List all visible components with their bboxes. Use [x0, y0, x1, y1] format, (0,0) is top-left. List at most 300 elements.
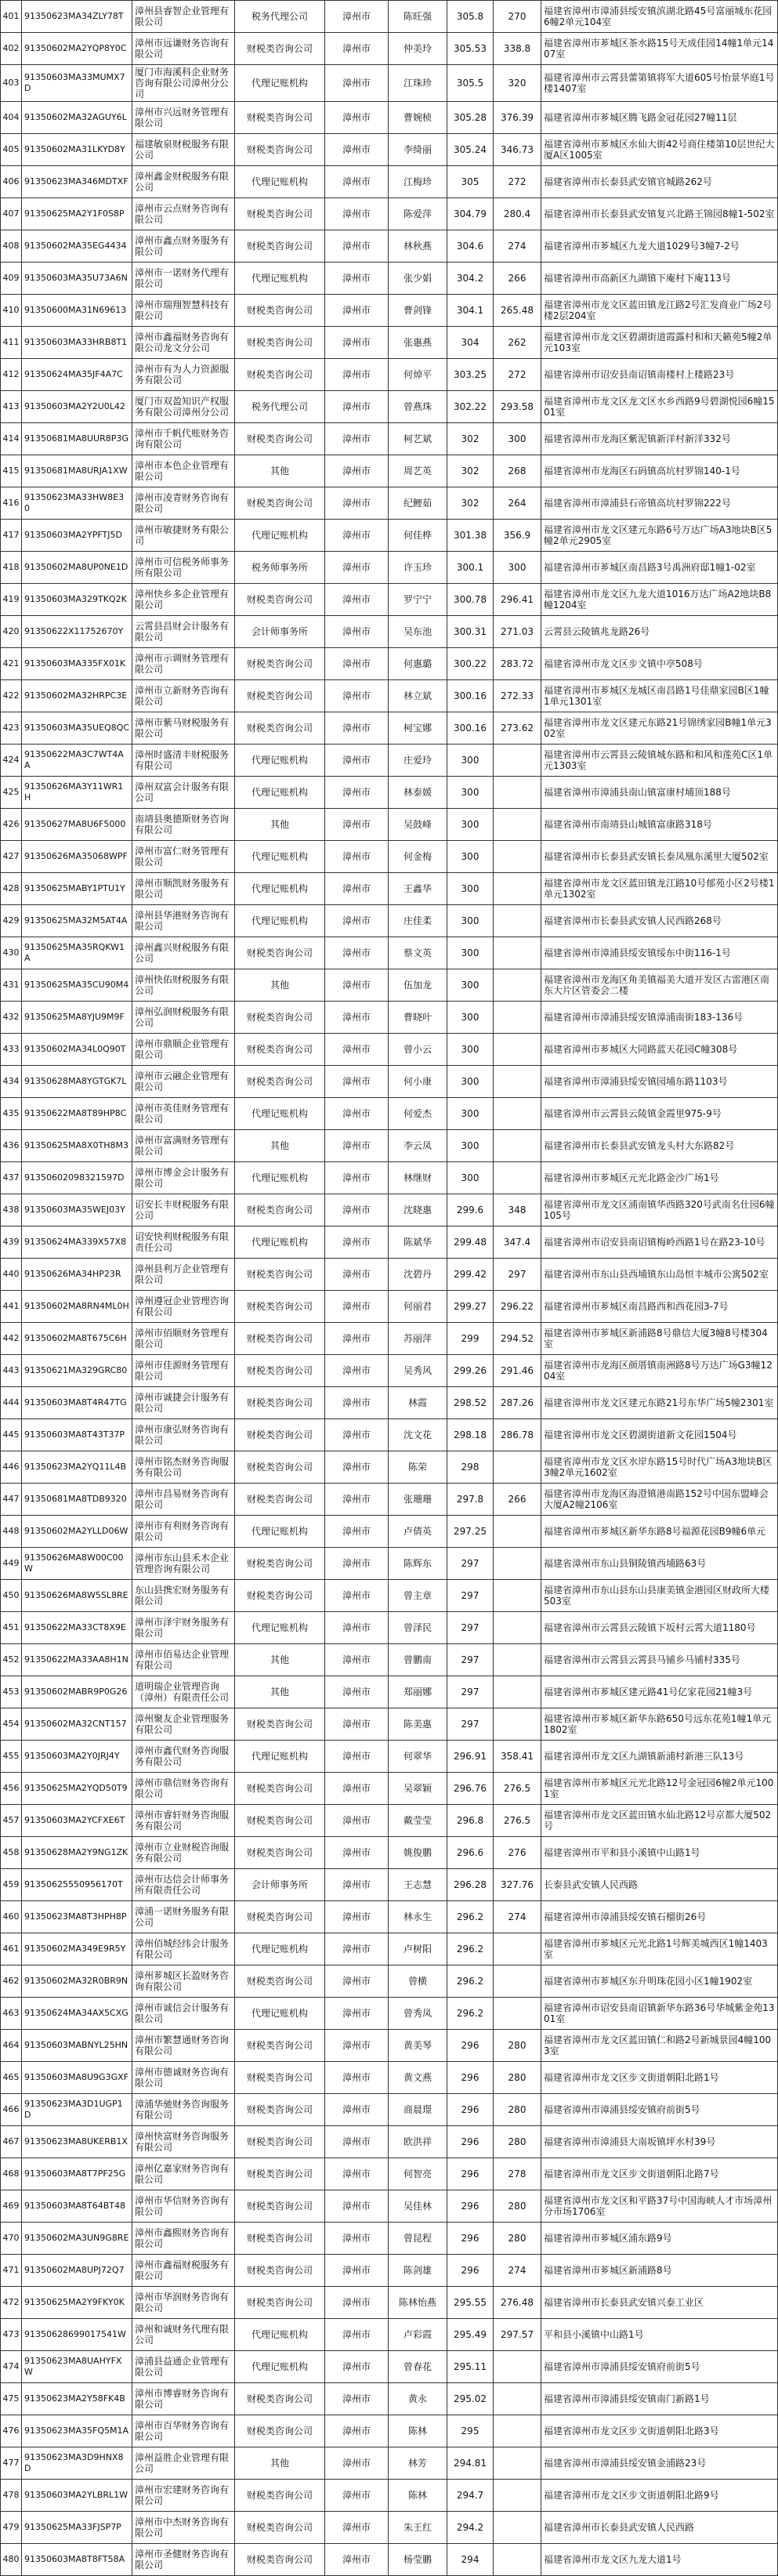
- city-cell: 漳州市: [325, 648, 389, 680]
- score-a-cell: 299.6: [447, 1194, 494, 1226]
- city-cell: 漳州市: [325, 1580, 389, 1612]
- row-index-cell: 447: [1, 1484, 22, 1516]
- score-a-cell: 300: [447, 873, 494, 905]
- score-b-cell: [494, 2480, 541, 2512]
- contact-name-cell: 蔡文英: [389, 937, 447, 969]
- row-index-cell: 461: [1, 1933, 22, 1966]
- city-cell: 漳州市: [325, 777, 389, 809]
- table-row: [1, 905, 778, 937]
- address-cell: 福建省漳州市龙文区碧湖街道新文花园1504号: [541, 1419, 778, 1451]
- row-index-cell: 459: [1, 1869, 22, 1901]
- company-type-cell: 代理记账机构: [235, 1162, 325, 1194]
- company-name-cell: 漳浦华驰财务咨询服务有限公司: [132, 2094, 235, 2126]
- score-a-cell: 300: [447, 1002, 494, 1034]
- contact-name-cell: 曾小云: [389, 1034, 447, 1066]
- score-b-cell: [494, 1708, 541, 1741]
- credit-code-cell: 91350603MABNYL25HN: [22, 2030, 132, 2062]
- company-type-cell: 税务代理公司: [235, 1, 325, 33]
- score-b-cell: [494, 1548, 541, 1580]
- city-cell: 漳州市: [325, 295, 389, 327]
- score-b-cell: 273.62: [494, 712, 541, 745]
- address-cell: 福建省漳州市芗城区新华东路8号福源花园B9幢6单元: [541, 1516, 778, 1548]
- credit-code-cell: 91350603MA8T7PF25G: [22, 2158, 132, 2190]
- score-b-cell: 283.72: [494, 648, 541, 680]
- company-type-cell: 财税类咨询公司: [235, 1805, 325, 1837]
- city-cell: 漳州市: [325, 1323, 389, 1355]
- score-a-cell: 302: [447, 423, 494, 455]
- address-cell: 福建省漳州市芗城区元光北路12号金冠园6幢2单元1001室: [541, 1773, 778, 1805]
- company-type-cell: 财税类咨询公司: [235, 359, 325, 391]
- city-cell: 漳州市: [325, 1066, 389, 1098]
- company-type-cell: 其他: [235, 1676, 325, 1708]
- company-name-cell: 漳州市博金会计服务有限公司: [132, 1162, 235, 1194]
- contact-name-cell: 沈碧丹: [389, 1259, 447, 1291]
- table-row: [1, 1419, 778, 1451]
- score-a-cell: 296: [447, 2158, 494, 2190]
- company-type-cell: 代理记账机构: [235, 1226, 325, 1259]
- credit-code-cell: 91350603MA329TKQ2K: [22, 584, 132, 616]
- city-cell: 漳州市: [325, 616, 389, 648]
- city-cell: 漳州市: [325, 2415, 389, 2447]
- score-b-cell: 348: [494, 1194, 541, 1226]
- city-cell: 漳州市: [325, 1194, 389, 1226]
- table-row: [1, 873, 778, 905]
- contact-name-cell: 曾秀凤: [389, 1998, 447, 2030]
- credit-code-cell: 91350622X11752670Y: [22, 616, 132, 648]
- company-name-cell: 漳州市德诚财务咨询有限公司: [132, 2062, 235, 2094]
- score-b-cell: 291.46: [494, 1355, 541, 1387]
- company-type-cell: 财税类咨询公司: [235, 295, 325, 327]
- score-a-cell: 295.02: [447, 2383, 494, 2415]
- credit-code-cell: 91350626MA8W00C00W: [22, 1548, 132, 1580]
- address-cell: 福建省漳州市龙文区九龙大道1号: [541, 2544, 778, 2576]
- contact-name-cell: 李绮丽: [389, 134, 447, 166]
- address-cell: 福建省漳州市长泰县武安镇长泰凤凰东溪里大厦502室: [541, 841, 778, 873]
- city-cell: 漳州市: [325, 1002, 389, 1034]
- company-name-cell: 漳州芗城区长盈财务咨询有限公司: [132, 1966, 235, 1998]
- company-type-cell: 财税类咨询公司: [235, 1580, 325, 1612]
- row-index-cell: 429: [1, 905, 22, 937]
- score-b-cell: 274: [494, 230, 541, 263]
- score-b-cell: [494, 905, 541, 937]
- score-b-cell: 268: [494, 455, 541, 487]
- company-type-cell: 财税类咨询公司: [235, 712, 325, 745]
- company-name-cell: 漳州市鑫福财税服务有限公司: [132, 2255, 235, 2287]
- score-a-cell: 300: [447, 937, 494, 969]
- row-index-cell: 455: [1, 1741, 22, 1773]
- contact-name-cell: 沈晓惠: [389, 1194, 447, 1226]
- score-b-cell: 276: [494, 1837, 541, 1869]
- score-a-cell: 296.76: [447, 1773, 494, 1805]
- row-index-cell: 451: [1, 1612, 22, 1644]
- row-index-cell: 414: [1, 423, 22, 455]
- city-cell: 漳州市: [325, 391, 389, 423]
- city-cell: 漳州市: [325, 1773, 389, 1805]
- row-index-cell: 434: [1, 1066, 22, 1098]
- address-cell: 福建省漳州市云霄县云霄县马铺乡马铺村335号: [541, 1644, 778, 1676]
- company-type-cell: 代理记账机构: [235, 905, 325, 937]
- company-name-cell: 漳州市博睿财务咨询有限公司: [132, 2383, 235, 2415]
- credit-code-cell: 91350602MA32AGUY6L: [22, 102, 132, 134]
- contact-name-cell: 苏丽萍: [389, 1323, 447, 1355]
- row-index-cell: 412: [1, 359, 22, 391]
- score-a-cell: 296: [447, 2223, 494, 2255]
- score-a-cell: 300: [447, 777, 494, 809]
- company-name-cell: 漳州市敏捷财务有限公司: [132, 520, 235, 552]
- table-row: [1, 2126, 778, 2158]
- table-row: [1, 2319, 778, 2351]
- city-cell: 漳州市: [325, 1259, 389, 1291]
- company-name-cell: 漳州市中杰财务咨询有限公司: [132, 2512, 235, 2544]
- company-name-cell: 漳州县利万企业管理有限公司: [132, 1259, 235, 1291]
- company-name-cell: 漳州益胜企业管理有限公司: [132, 2447, 235, 2480]
- address-cell: 长泰县武安镇人民西路: [541, 1869, 778, 1901]
- address-cell: 福建省漳州市漳浦县绥安镇石榴街26号: [541, 1901, 778, 1933]
- company-type-cell: 会计师事务所: [235, 616, 325, 648]
- row-index-cell: 446: [1, 1451, 22, 1484]
- score-a-cell: 305.24: [447, 134, 494, 166]
- address-cell: 福建省漳州市云霄县云陵镇金霞里975-9号: [541, 1098, 778, 1130]
- credit-code-cell: 91350603MA8T64BT48: [22, 2190, 132, 2223]
- city-cell: 漳州市: [325, 2480, 389, 2512]
- address-cell: 福建省漳州市龙文区蓝田镇龙江路2号汇发商业广场2号楼2层204室: [541, 295, 778, 327]
- table-row: [1, 1548, 778, 1580]
- contact-name-cell: 庄佳柔: [389, 905, 447, 937]
- contact-name-cell: 陈爱萍: [389, 198, 447, 230]
- credit-code-cell: 91350602MA2YQP8Y0C: [22, 33, 132, 65]
- company-name-cell: 漳州市有利财务咨询有限公司: [132, 1516, 235, 1548]
- address-cell: 福建省漳州市漳浦县绥安镇园埔东路1103号: [541, 1066, 778, 1098]
- company-type-cell: 财税类咨询公司: [235, 2512, 325, 2544]
- score-b-cell: 296.41: [494, 584, 541, 616]
- company-name-cell: 漳州市云融企业管理有限公司: [132, 1066, 235, 1098]
- address-cell: 福建省漳州市芗城区新浦路8号: [541, 2255, 778, 2287]
- row-index-cell: 469: [1, 2190, 22, 2223]
- address-cell: 福建省漳州市漳浦县绥安镇滨湖北路45号富丽城东花园6幢2单元104室: [541, 1, 778, 33]
- company-name-cell: 南靖县奥德斯财务咨询有限公司: [132, 809, 235, 841]
- city-cell: 漳州市: [325, 2544, 389, 2576]
- table-row: [1, 1708, 778, 1741]
- address-cell: 福建省漳州市芗城区九龙大道1029号3幢7-2号: [541, 230, 778, 263]
- table-row: [1, 2512, 778, 2544]
- contact-name-cell: 江梅珍: [389, 166, 447, 198]
- city-cell: 漳州市: [325, 2319, 389, 2351]
- score-a-cell: 301.38: [447, 520, 494, 552]
- score-b-cell: 280: [494, 2190, 541, 2223]
- city-cell: 漳州市: [325, 969, 389, 1002]
- table-row: [1, 1226, 778, 1259]
- contact-name-cell: 庄爱玲: [389, 745, 447, 777]
- credit-code-cell: 91350603MA335FX01K: [22, 648, 132, 680]
- table-row: [1, 33, 778, 65]
- contact-name-cell: 陈斌华: [389, 1226, 447, 1259]
- score-b-cell: [494, 1516, 541, 1548]
- address-cell: 福建省漳州市长泰县武安镇人民西路268号: [541, 905, 778, 937]
- city-cell: 漳州市: [325, 905, 389, 937]
- score-b-cell: 272.33: [494, 680, 541, 712]
- credit-code-cell: 91350602MA31LKYD8Y: [22, 134, 132, 166]
- contact-name-cell: 曹婉桢: [389, 102, 447, 134]
- table-row: [1, 134, 778, 166]
- contact-name-cell: 林泰媛: [389, 777, 447, 809]
- company-type-cell: 财税类咨询公司: [235, 1002, 325, 1034]
- score-a-cell: 296: [447, 2030, 494, 2062]
- company-name-cell: 漳州快佑财税服务有限公司: [132, 969, 235, 1002]
- contact-name-cell: 曹剑锋: [389, 295, 447, 327]
- address-cell: 福建省漳州市长泰县武安镇官城路262号: [541, 166, 778, 198]
- row-index-cell: 420: [1, 616, 22, 648]
- credit-code-cell: 91350625MA8YJU9M9F: [22, 1002, 132, 1034]
- table-row: [1, 2062, 778, 2094]
- table-row: [1, 2480, 778, 2512]
- credit-code-cell: 91350602MA32R0BR9N: [22, 1966, 132, 1998]
- row-index-cell: 435: [1, 1098, 22, 1130]
- city-cell: 漳州市: [325, 1998, 389, 2030]
- row-index-cell: 478: [1, 2480, 22, 2512]
- table-row: [1, 2223, 778, 2255]
- address-cell: 福建省漳州市芗城区元光北路1号辉美城西区1幢1403室: [541, 1933, 778, 1966]
- score-a-cell: 299.42: [447, 1259, 494, 1291]
- address-cell: 福建省漳州市龙海区石码镇高坑村罗锦140-1号: [541, 455, 778, 487]
- city-cell: 漳州市: [325, 1098, 389, 1130]
- company-type-cell: 财税类咨询公司: [235, 1259, 325, 1291]
- company-name-cell: 漳州市瑞翔智慧科技有限公司: [132, 295, 235, 327]
- score-b-cell: 262: [494, 327, 541, 359]
- score-a-cell: 300: [447, 1066, 494, 1098]
- credit-code-cell: 91350625MA35CU90M4: [22, 969, 132, 1002]
- contact-name-cell: 曹晓叶: [389, 1002, 447, 1034]
- row-index-cell: 436: [1, 1130, 22, 1162]
- score-a-cell: 295.11: [447, 2351, 494, 2383]
- address-cell: 福建省漳州市芗城区南昌路西和西花园3-7号: [541, 1291, 778, 1323]
- address-cell: 福建省漳州市龙文区蓝田镇龙江路10号郁苑小区2号楼1单元1302室: [541, 873, 778, 905]
- contact-name-cell: 许玉珍: [389, 552, 447, 584]
- credit-code-cell: 91350622MA33AA8H1N: [22, 1644, 132, 1676]
- city-cell: 漳州市: [325, 1, 389, 33]
- credit-code-cell: 91350623MA346MDTXF: [22, 166, 132, 198]
- score-a-cell: 297: [447, 1676, 494, 1708]
- score-a-cell: 300: [447, 905, 494, 937]
- address-cell: 福建省漳州市龙文区建元东路21号锦绣家园B幢1单元302室: [541, 712, 778, 745]
- contact-name-cell: 仲美玲: [389, 33, 447, 65]
- company-type-cell: 代理记账机构: [235, 1098, 325, 1130]
- row-index-cell: 452: [1, 1644, 22, 1676]
- credit-code-cell: 91350623MA3D1UGP1D: [22, 2094, 132, 2126]
- score-a-cell: 296.2: [447, 1933, 494, 1966]
- score-a-cell: 305.5: [447, 65, 494, 102]
- table-row: [1, 423, 778, 455]
- score-a-cell: 302.22: [447, 391, 494, 423]
- company-type-cell: 财税类咨询公司: [235, 1837, 325, 1869]
- table-row: [1, 937, 778, 969]
- city-cell: 漳州市: [325, 263, 389, 295]
- score-a-cell: 296.2: [447, 1901, 494, 1933]
- address-cell: 福建省漳州市龙文区蓝田镇水仙北路12号京都大厦502号: [541, 1805, 778, 1837]
- company-name-cell: 漳州市立业财税咨询服务有限公司: [132, 1837, 235, 1869]
- credit-code-cell: 91350621MA329GRC80: [22, 1355, 132, 1387]
- address-cell: 福建省漳州市东山县西埔镇东山岛恒丰城市公寓502室: [541, 1259, 778, 1291]
- table-row: [1, 1966, 778, 1998]
- address-cell: 福建省漳州市龙文区建元东路6号万达广场A3地块B区5幢2单元2905室: [541, 520, 778, 552]
- row-index-cell: 475: [1, 2383, 22, 2415]
- score-b-cell: 274: [494, 1901, 541, 1933]
- table-row: [1, 2415, 778, 2447]
- credit-code-cell: 91350681MA8URJA1XW: [22, 455, 132, 487]
- contact-name-cell: 伍加龙: [389, 969, 447, 1002]
- city-cell: 漳州市: [325, 166, 389, 198]
- score-a-cell: 296.6: [447, 1837, 494, 1869]
- contact-name-cell: 陈辉东: [389, 1548, 447, 1580]
- company-name-cell: 漳州市鑫熙财务咨询有限公司: [132, 2223, 235, 2255]
- table-row: [1, 1612, 778, 1644]
- credit-code-cell: 91350681MA8TDB9320: [22, 1484, 132, 1516]
- company-type-cell: 财税类咨询公司: [235, 1773, 325, 1805]
- company-name-cell: 诏安快利财税服务有限责任公司: [132, 1226, 235, 1259]
- table-row: [1, 1194, 778, 1226]
- address-cell: 福建省漳州市长泰县武安镇人民西路: [541, 2512, 778, 2544]
- company-type-cell: 财税类咨询公司: [235, 33, 325, 65]
- address-cell: 福建省漳州市长泰县武安镇复兴北路王锦园8幢1-502室: [541, 198, 778, 230]
- address-cell: 福建省漳州市芗城区茶水路15号天成佳园14幢1单元1407室: [541, 33, 778, 65]
- company-type-cell: 财税类咨询公司: [235, 2480, 325, 2512]
- score-b-cell: 266: [494, 1484, 541, 1516]
- city-cell: 漳州市: [325, 1741, 389, 1773]
- contact-name-cell: 黄永: [389, 2383, 447, 2415]
- company-name-cell: 漳州鑫金财税服务有限公司: [132, 166, 235, 198]
- contact-name-cell: 曾鹏南: [389, 1644, 447, 1676]
- score-b-cell: 356.9: [494, 520, 541, 552]
- score-a-cell: 296.91: [447, 1741, 494, 1773]
- company-name-cell: 漳州市康弘财务咨询有限公司: [132, 1419, 235, 1451]
- company-type-cell: 财税类咨询公司: [235, 1548, 325, 1580]
- company-type-cell: 其他: [235, 969, 325, 1002]
- row-index-cell: 467: [1, 2126, 22, 2158]
- row-index-cell: 422: [1, 680, 22, 712]
- company-name-cell: 漳州市一诺财务代理有限公司: [132, 263, 235, 295]
- table-row: [1, 584, 778, 616]
- score-a-cell: 300.16: [447, 712, 494, 745]
- table-row: [1, 1869, 778, 1901]
- address-cell: 福建省漳州市芗城区水仙大街42号商住楼第10层世纪大厦A区1005室: [541, 134, 778, 166]
- address-cell: 福建省漳州市南靖县山城镇富康路318号: [541, 809, 778, 841]
- table-row: [1, 712, 778, 745]
- contact-name-cell: 王鑫华: [389, 873, 447, 905]
- company-type-cell: 代理记账机构: [235, 777, 325, 809]
- score-a-cell: 296.2: [447, 1998, 494, 2030]
- company-type-cell: 代理记账机构: [235, 841, 325, 873]
- company-name-cell: 漳州市睿轩财务咨询服务有限公司: [132, 1805, 235, 1837]
- contact-name-cell: 何翠华: [389, 1741, 447, 1773]
- company-name-cell: 漳浦县益通企业管理有限公司: [132, 2351, 235, 2383]
- city-cell: 漳州市: [325, 230, 389, 263]
- row-index-cell: 437: [1, 1162, 22, 1194]
- credit-code-cell: 91350602098321597D: [22, 1162, 132, 1194]
- city-cell: 漳州市: [325, 1355, 389, 1387]
- contact-name-cell: 张少娟: [389, 263, 447, 295]
- row-index-cell: 401: [1, 1, 22, 33]
- contact-name-cell: 何爱杰: [389, 1098, 447, 1130]
- company-type-cell: 其他: [235, 1130, 325, 1162]
- contact-name-cell: 罗宁宁: [389, 584, 447, 616]
- score-b-cell: [494, 1034, 541, 1066]
- contact-name-cell: 曾燕珠: [389, 391, 447, 423]
- address-cell: 云霄县云陵镇兆龙路26号: [541, 616, 778, 648]
- row-index-cell: 445: [1, 1419, 22, 1451]
- table-row: [1, 1805, 778, 1837]
- score-b-cell: [494, 1966, 541, 1998]
- company-type-cell: 税务代理公司: [235, 391, 325, 423]
- address-cell: 福建省漳州市诏安县南诏镇南楼村上楼路23号: [541, 359, 778, 391]
- city-cell: 漳州市: [325, 1837, 389, 1869]
- row-index-cell: 457: [1, 1805, 22, 1837]
- company-type-cell: 财税类咨询公司: [235, 1966, 325, 1998]
- company-name-cell: 厦门市海溪科企业财务咨询有限公司漳州分公司: [132, 65, 235, 102]
- row-index-cell: 463: [1, 1998, 22, 2030]
- score-b-cell: [494, 1644, 541, 1676]
- score-a-cell: 300: [447, 841, 494, 873]
- score-a-cell: 295.55: [447, 2287, 494, 2319]
- company-type-cell: 财税类咨询公司: [235, 487, 325, 520]
- address-cell: 福建省漳州市龙文区步文街道朝阳北路9号: [541, 2480, 778, 2512]
- score-a-cell: 299.26: [447, 1355, 494, 1387]
- score-a-cell: 300.78: [447, 584, 494, 616]
- company-type-cell: 财税类咨询公司: [235, 1291, 325, 1323]
- city-cell: 漳州市: [325, 134, 389, 166]
- company-type-cell: 财税类咨询公司: [235, 2158, 325, 2190]
- table-row: [1, 1387, 778, 1419]
- table-row: [1, 1451, 778, 1484]
- company-name-cell: 诏安长丰财税服务有限公司: [132, 1194, 235, 1226]
- score-a-cell: 300.22: [447, 648, 494, 680]
- city-cell: 漳州市: [325, 33, 389, 65]
- table-row: [1, 616, 778, 648]
- city-cell: 漳州市: [325, 2255, 389, 2287]
- company-type-cell: 代理记账机构: [235, 1516, 325, 1548]
- table-row: [1, 295, 778, 327]
- credit-code-cell: 91350625MABY1PTU1Y: [22, 873, 132, 905]
- city-cell: 漳州市: [325, 873, 389, 905]
- credit-code-cell: 91350602MA3UN9G8RE: [22, 2223, 132, 2255]
- contact-name-cell: 曾主章: [389, 1580, 447, 1612]
- city-cell: 漳州市: [325, 2158, 389, 2190]
- score-a-cell: 300.31: [447, 616, 494, 648]
- contact-name-cell: 杨莹鹏: [389, 2544, 447, 2576]
- city-cell: 漳州市: [325, 2094, 389, 2126]
- company-name-cell: 漳州遵冠企业管理咨询有限公司: [132, 1291, 235, 1323]
- score-a-cell: 296: [447, 2094, 494, 2126]
- score-a-cell: 294.81: [447, 2447, 494, 2480]
- score-a-cell: 294: [447, 2544, 494, 2576]
- row-index-cell: 415: [1, 455, 22, 487]
- score-b-cell: 294.52: [494, 1323, 541, 1355]
- table-row: [1, 2351, 778, 2383]
- city-cell: 漳州市: [325, 937, 389, 969]
- row-index-cell: 405: [1, 134, 22, 166]
- credit-code-cell: 91350623MA34ZLY78T: [22, 1, 132, 33]
- score-a-cell: 302: [447, 455, 494, 487]
- row-index-cell: 402: [1, 33, 22, 65]
- credit-code-cell: 91350625MA2Y1F0S8P: [22, 198, 132, 230]
- score-a-cell: 296.28: [447, 1869, 494, 1901]
- credit-code-cell: 91350623MA3D9HNX8D: [22, 2447, 132, 2480]
- score-b-cell: [494, 2447, 541, 2480]
- company-name-cell: 东山县携宏财务服务有限公司: [132, 1580, 235, 1612]
- contact-name-cell: 张珊珊: [389, 1484, 447, 1516]
- address-cell: 福建省漳州市芗城区大同路蓝天花园C幢308号: [541, 1034, 778, 1066]
- company-name-cell: 漳州市宏建财务咨询有限公司: [132, 2480, 235, 2512]
- credit-code-cell: 91350603MA2Y0JRJ4Y: [22, 1741, 132, 1773]
- row-index-cell: 406: [1, 166, 22, 198]
